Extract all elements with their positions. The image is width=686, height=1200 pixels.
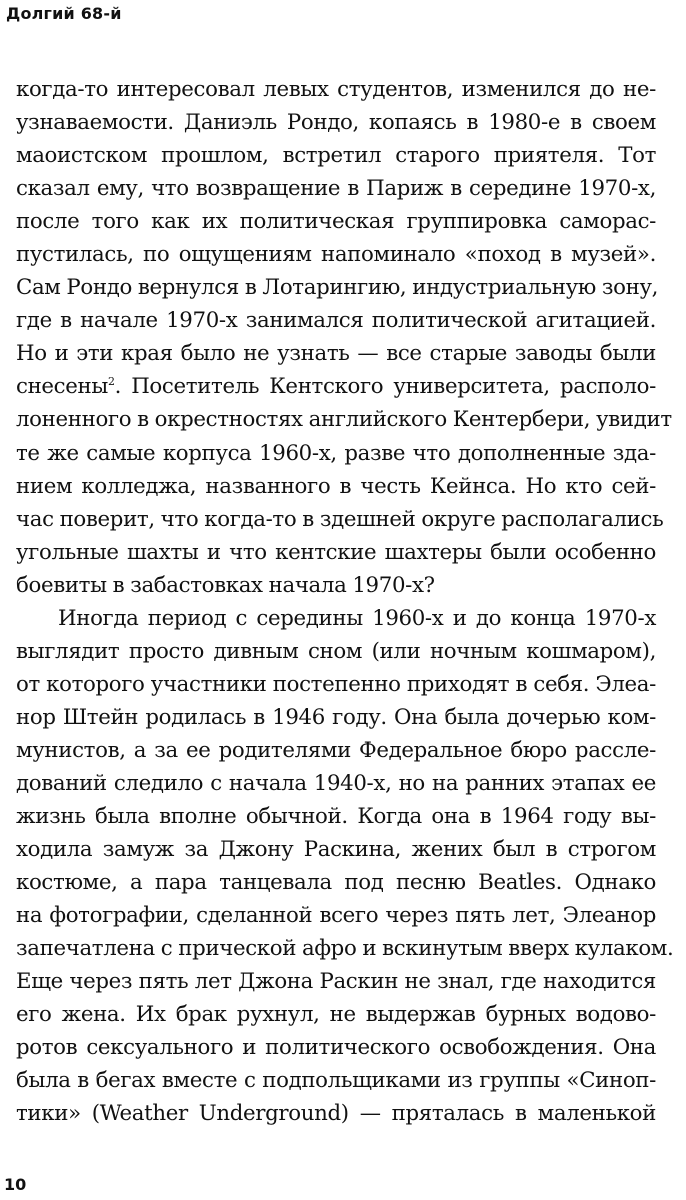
- text-line: маоистском прошлом, встретил старого приятеля. Тот: [16, 143, 656, 169]
- text-line: на фотографии, сделанной всего через пять лет, Элеанор: [16, 903, 656, 929]
- footnote-reference[interactable]: 2: [107, 375, 115, 389]
- text-segment: снесены: [16, 374, 108, 400]
- text-line: лоненного в окрестностях английского Кентербери, увидит: [16, 407, 672, 433]
- paragraph-1: [16, 73, 672, 602]
- text-line: мунистов, а за ее родителями Федеральное бюро рассле-: [16, 737, 656, 763]
- text-line: Сам Рондо вернулся в Лотарингию, индустриальную зону,: [16, 275, 659, 301]
- text-line: дований следило с начала 1940-х, но на ранних этапах ее: [16, 770, 656, 796]
- text-line: ротов сексуального и политического освобождения. Она: [16, 1035, 656, 1061]
- text-segment: . Посетитель Кентского университета, располо-: [114, 374, 656, 400]
- text-line: нием колледжа, названного в честь Кейнса. Но кто сей-: [16, 473, 656, 499]
- text-line: его жена. Их брак рухнул, не выдержав бурных водово-: [16, 1002, 656, 1028]
- page-number: 10: [4, 1175, 27, 1194]
- page-body: [16, 73, 674, 1131]
- text-line: костюме, а пара танцевала под песню Beatles. Однако: [16, 870, 656, 896]
- text-line: запечатлена с прической афро и вскинутым вверх кулаком.: [16, 936, 674, 962]
- text-line: выглядит просто дивным сном (или ночным кошмаром),: [16, 638, 656, 664]
- text-line: боевиты в забастовках начала 1970-х?: [16, 572, 435, 598]
- text-line-with-footnote: [16, 370, 656, 403]
- text-line: жизнь была вполне обычной. Когда она в 1964 году вы-: [16, 804, 656, 830]
- text-line: час поверит, что когда-то в здешней округе располагались: [16, 506, 664, 532]
- text-line: нор Штейн родилась в 1946 году. Она была дочерью ком-: [16, 704, 656, 730]
- text-line: тики» (Weather Underground) — пряталась в маленькой: [16, 1101, 656, 1127]
- text-line: ходила замуж за Джону Раскина, жених был в строгом: [16, 837, 656, 863]
- text-line: от которого участники постепенно приходят в себя. Элеа-: [16, 671, 656, 697]
- text-line: когда-то интересовал левых студентов, изменился до не-: [16, 77, 656, 102]
- text-line: узнаваемости. Даниэль Рондо, копаясь в 1980-е в своем: [16, 110, 656, 136]
- text-line: была в бегах вместе с подпольщиками из группы «Синоп-: [16, 1068, 656, 1094]
- text-line: угольные шахты и что кентские шахтеры были особенно: [16, 539, 656, 565]
- text-line: Иногда период с середины 1960-х и до конца 1970-х: [58, 605, 656, 631]
- paragraph-2: [16, 602, 674, 1131]
- text-line: сказал ему, что возвращение в Париж в середине 1970-х,: [16, 176, 656, 202]
- text-line: Еще через пять лет Джона Раскин не знал, где находится: [16, 969, 656, 995]
- text-line: где в начале 1970-х занимался политической агитацией.: [16, 308, 656, 334]
- running-title: Долгий 68-й: [6, 4, 122, 23]
- text-line: те же самые корпуса 1960-х, разве что дополненные зда-: [16, 440, 656, 466]
- text-line: пустилась, по ощущениям напоминало «поход в музей».: [16, 242, 656, 268]
- text-line: после того как их политическая группировка саморас-: [16, 209, 656, 235]
- text-line: Но и эти края было не узнать — все старые заводы были: [16, 341, 656, 367]
